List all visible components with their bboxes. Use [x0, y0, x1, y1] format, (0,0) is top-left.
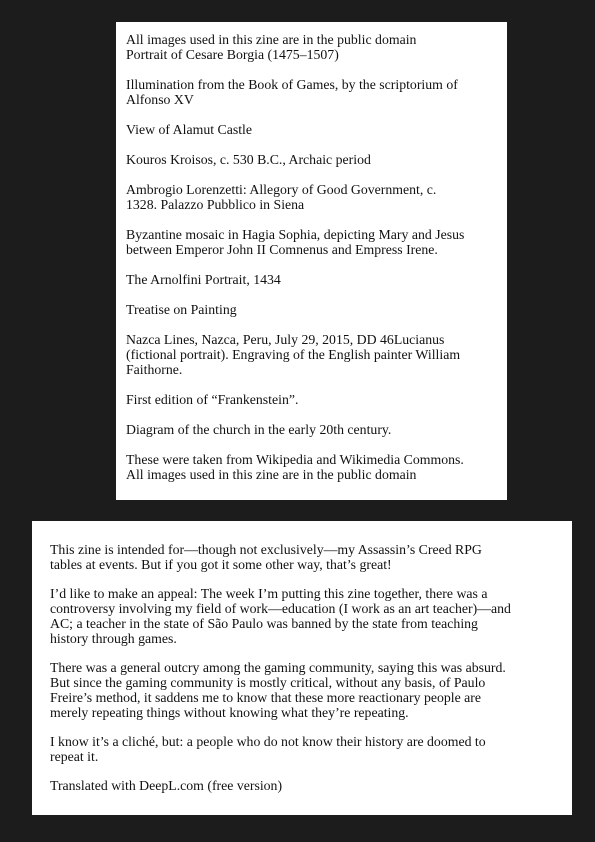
credit-entry: Ambrogio Lorenzetti: Allegory of Good Government, c. 1328. Palazzo Pubblico in Siena [126, 182, 437, 212]
credit-entry: Illumination from the Book of Games, by the scriptorium of Alfonso XV [126, 77, 458, 107]
credit-entry: These were taken from Wikipedia and Wikimedia Commons. All images used in this zine are in the public domain [126, 452, 464, 482]
about-paragraph: There was a general outcry among the gaming community, saying this was absurd. But since the gaming community is mostly critical, without any basis, of Paulo Freire’s method, it saddens me to know that these more reactionary people are merely repeating things without knowing what they’re repeating. [50, 660, 506, 720]
credit-entry: View of Alamut Castle [126, 122, 253, 137]
credit-entry: Byzantine mosaic in Hagia Sophia, depicting Mary and Jesus between Emperor John II Comnenus and Empress Irene. [126, 227, 465, 257]
credit-entry: Diagram of the church in the early 20th century. [126, 422, 392, 437]
translation-note: Translated with DeepL.com (free version) [50, 778, 283, 793]
credit-entry: All images used in this zine are in the public domain Portrait of Cesare Borgia (1475–1507) [126, 32, 417, 62]
credit-entry: Treatise on Painting [126, 302, 237, 317]
image-credits-panel [116, 22, 507, 500]
credit-entry: Kouros Kroisos, c. 530 B.C., Archaic period [126, 152, 371, 167]
credit-entry: Nazca Lines, Nazca, Peru, July 29, 2015, DD 46Lucianus (fictional portrait). Engraving of the English painter William Faithorne. [126, 332, 461, 377]
credit-entry: The Arnolfini Portrait, 1434 [126, 272, 281, 287]
credit-entry: First edition of “Frankenstein”. [126, 392, 299, 407]
about-paragraph: I know it’s a cliché, but: a people who do not know their history are doomed to repeat it. [50, 734, 486, 764]
about-zine-panel [32, 521, 572, 815]
about-paragraph: I’d like to make an appeal: The week I’m putting this zine together, there was a controversy involving my field of work—education (I work as an art teacher)—and AC; a teacher in the state of São Paulo was banned by the state from teaching history through games. [50, 586, 511, 646]
about-paragraph: This zine is intended for—though not exclusively—my Assassin’s Creed RPG tables at events. But if you got it some other way, that’s great! [50, 542, 482, 572]
